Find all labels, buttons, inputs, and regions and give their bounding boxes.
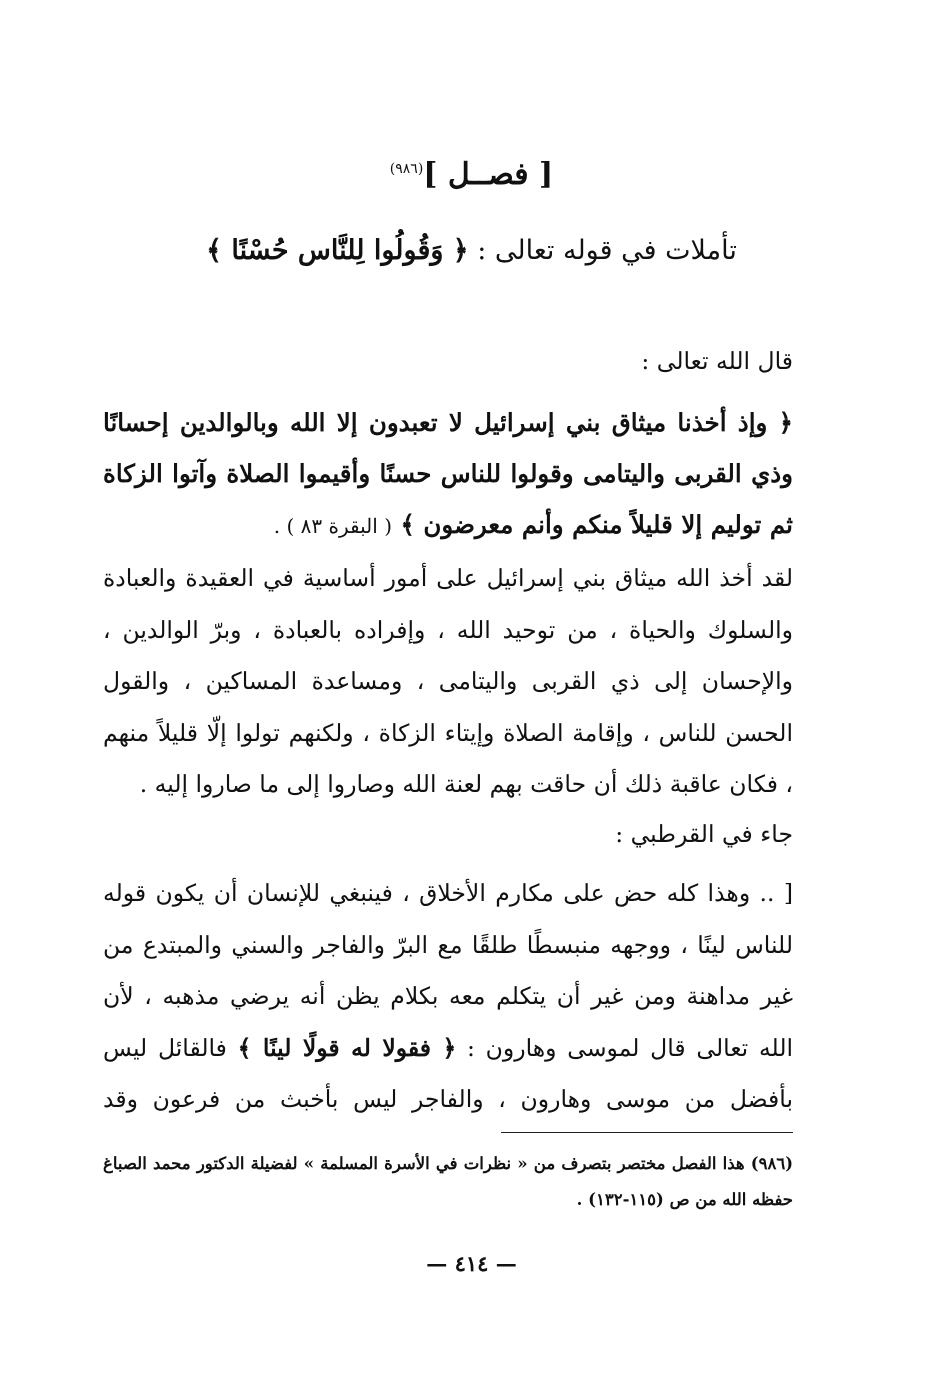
paragraph-covenant: لقد أخذ الله ميثاق بني إسرائيل على أمور أساسية في العقيدة والعبادة والسلوك والحياة ، من توحيد الله ، وإفراده بالعبادة ، وبرّ الوالدين ، والإحسان إلى ذي القربى واليتامى ، ومساعدة المساكين ، والقول الحسن للناس ، وإقامة الصلاة وإيتاء الزكاة ، ولكنهم تولوا إلّا قليلاً منهم ، فكان عاقبة ذلك أن حاقت بهم لعنة الله وصاروا إلى ما صاروا إليه . [103, 564, 793, 798]
page-number: — ٤١٤ — [426, 1251, 517, 1276]
footnote: (٩٨٦) هذا الفصل مختصر بتصرف من « نظرات في الأسرة المسلمة » لفضيلة الدكتور محمد الصباغ حفظه الله من ص (١١٥-١٣٢) . [103, 1154, 793, 1209]
quran-verse-block [103, 397, 793, 552]
quote-after-verse: فالقائل ليس بأفضل من موسى وهارون ، والفاجر ليس بأخبث من فرعون وقد [103, 1033, 793, 1113]
quote-verse: ﴿ فقولا له قولًا لينًا ﴾ [237, 1033, 457, 1062]
chapter-title-text: [ فصــل ] [423, 157, 554, 192]
quran-verse-reference: ( البقرة ٨٣ ) . [273, 514, 392, 538]
footnote-divider [501, 1132, 793, 1133]
intro-line: قال الله تعالى : [641, 347, 793, 375]
paragraph-qurtubi-quote [103, 868, 793, 1126]
chapter-title [0, 150, 943, 200]
chapter-footnote-marker: (٩٨٦) [389, 161, 424, 177]
subtitle-verse: ﴿ وَقُولُوا لِلنَّاس حُسْنًا ﴾ [206, 235, 469, 266]
qurtubi-label: جاء في القرطبي : [615, 820, 793, 848]
quote-before-verse: [ .. وهذا كله حض على مكارم الأخلاق ، فينبغي للإنسان أن يكون قوله للناس لينًا ، ووجهه منبسطًا طلقًا مع البرّ والفاجر والسني والمبتدع من غير مداهنة ومن غير أن يتكلم معه بكلام يظن أنه يرضي مذهبه ، لأن الله تعالى قال لموسى وهارون : [103, 879, 794, 1062]
quran-verse-text: ﴿ وإذ أخذنا ميثاق بني إسرائيل لا تعبدون إلا الله وبالوالدين إحسانًا وذي القربى واليتامى وقولوا للناس حسنًا وأقيموا الصلاة وآتوا الزكاة ثم توليم إلا قليلاً منكم وأنم معرضون ﴾ [103, 408, 793, 539]
chapter-subtitle [0, 226, 943, 276]
subtitle-lead: تأملات في قوله تعالى : [477, 235, 737, 266]
